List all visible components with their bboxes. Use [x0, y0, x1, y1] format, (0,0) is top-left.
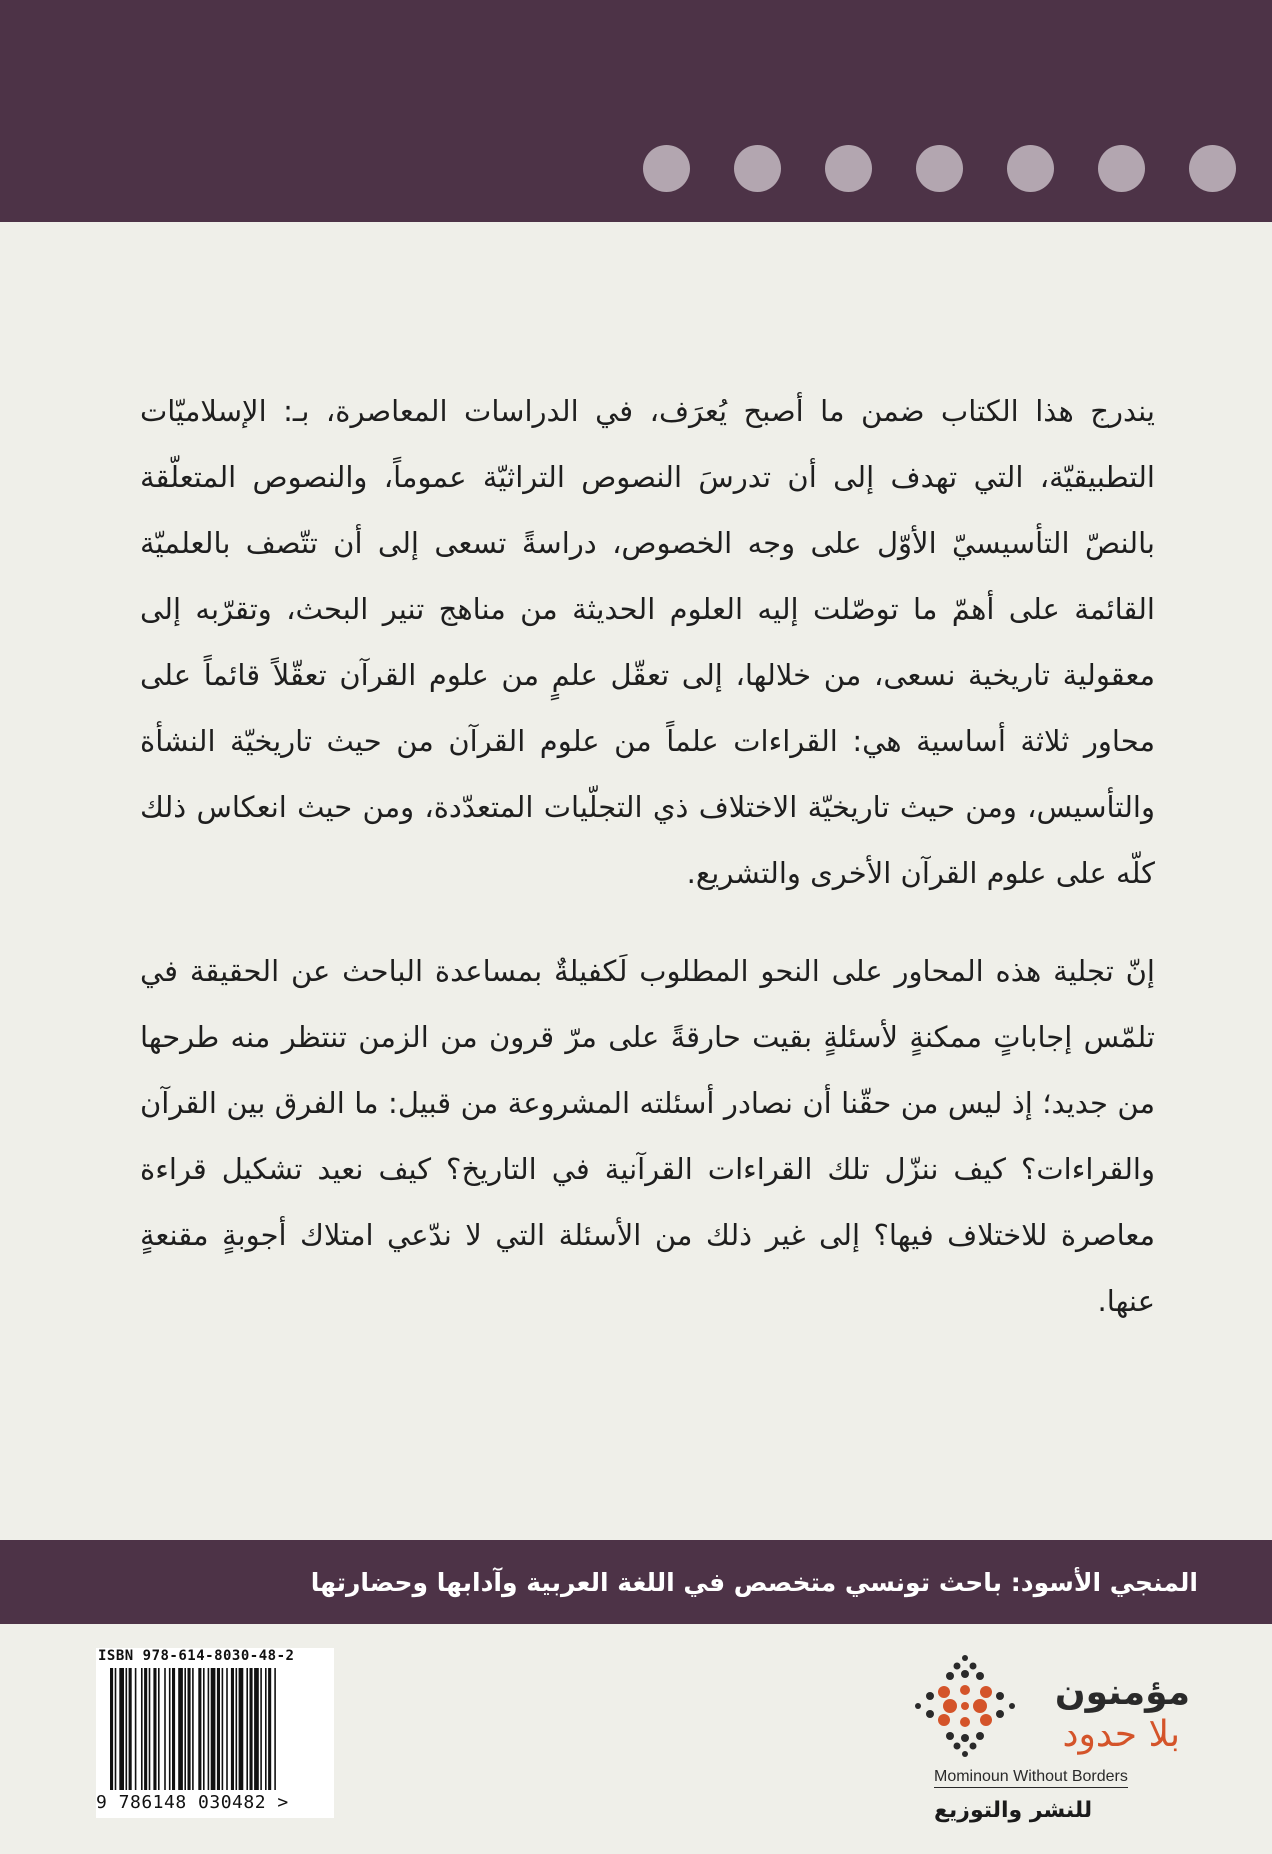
dot-3 [1007, 145, 1054, 192]
dot-7 [643, 145, 690, 192]
decorative-dots [643, 145, 1236, 192]
publisher-name-arabic: مؤمنون [1054, 1672, 1190, 1713]
publisher-tagline: للنشر والتوزيع [934, 1798, 1093, 1823]
isbn-barcode [96, 1648, 334, 1818]
author-bio: المنجي الأسود: باحث تونسي متخصص في اللغة العربية وآدابها وحضارتها [310, 1567, 1198, 1597]
dot-1 [1189, 145, 1236, 192]
blurb-paragraph-1: يندرج هذا الكتاب ضمن ما أصبح يُعرَف، في الدراسات المعاصرة، بـ: الإسلاميّات التطبيقيّة، التي تهدف إلى أن تدرسَ النصوص التراثيّة عموماً، والنصوص المتعلّقة بالنصّ التأسيسيّ الأوّل على وجه الخصوص، دراسةً تسعى إلى أن تتّصف بالعلميّة القائمة على أهمّ ما توصّلت إليه العلوم الحديثة من مناهج تنير البحث، وتقرّبه إلى معقولية تاريخية نسعى، من خلالها، إلى تعقّل علمٍ من علوم القرآن تعقّلاً قائماً على محاور ثلاثة أساسية هي: القراءات علماً من علوم القرآن من حيث تاريخيّة النشأة والتأسيس، ومن حيث تاريخيّة الاختلاف ذي التجلّيات المتعدّدة، ومن حيث انعكاس ذلك كلّه على علوم القرآن الأخرى والتشريع. [140, 394, 1155, 890]
isbn-label: ISBN 978-614-8030-48-2 [98, 1648, 295, 1664]
publisher-slogan-arabic: بلا حدود [1062, 1714, 1180, 1755]
barcode-digits: 9 786148 030482 > [96, 1792, 289, 1813]
barcode-bars [96, 1668, 334, 1792]
publisher-dots-mark-icon [910, 1650, 1020, 1770]
dot-2 [1098, 145, 1145, 192]
dot-5 [825, 145, 872, 192]
publisher-logo [910, 1640, 1210, 1840]
back-cover-blurb [140, 378, 1155, 1334]
blurb-paragraph-2: إنّ تجلية هذه المحاور على النحو المطلوب لَكفيلةٌ بمساعدة الباحث عن الحقيقة في تلمّس إجاباتٍ ممكنةٍ لأسئلةٍ بقيت حارقةً على مرّ قرون من الزمن تنتظر منه طرحها من جديد؛ إذ ليس من حقّنا أن نصادر أسئلته المشروعة من قبيل: ما الفرق بين القرآن والقراءات؟ كيف ننزّل تلك القراءات القرآنية في التاريخ؟ كيف نعيد تشكيل قراءة معاصرة للاختلاف فيها؟ إلى غير ذلك من الأسئلة التي لا ندّعي امتلاك أجوبةٍ مقنعةٍ عنها. [140, 954, 1155, 1318]
publisher-name-english: Mominoun Without Borders [934, 1768, 1128, 1788]
author-band [0, 1540, 1272, 1624]
top-band [0, 0, 1272, 222]
dot-6 [734, 145, 781, 192]
dot-4 [916, 145, 963, 192]
